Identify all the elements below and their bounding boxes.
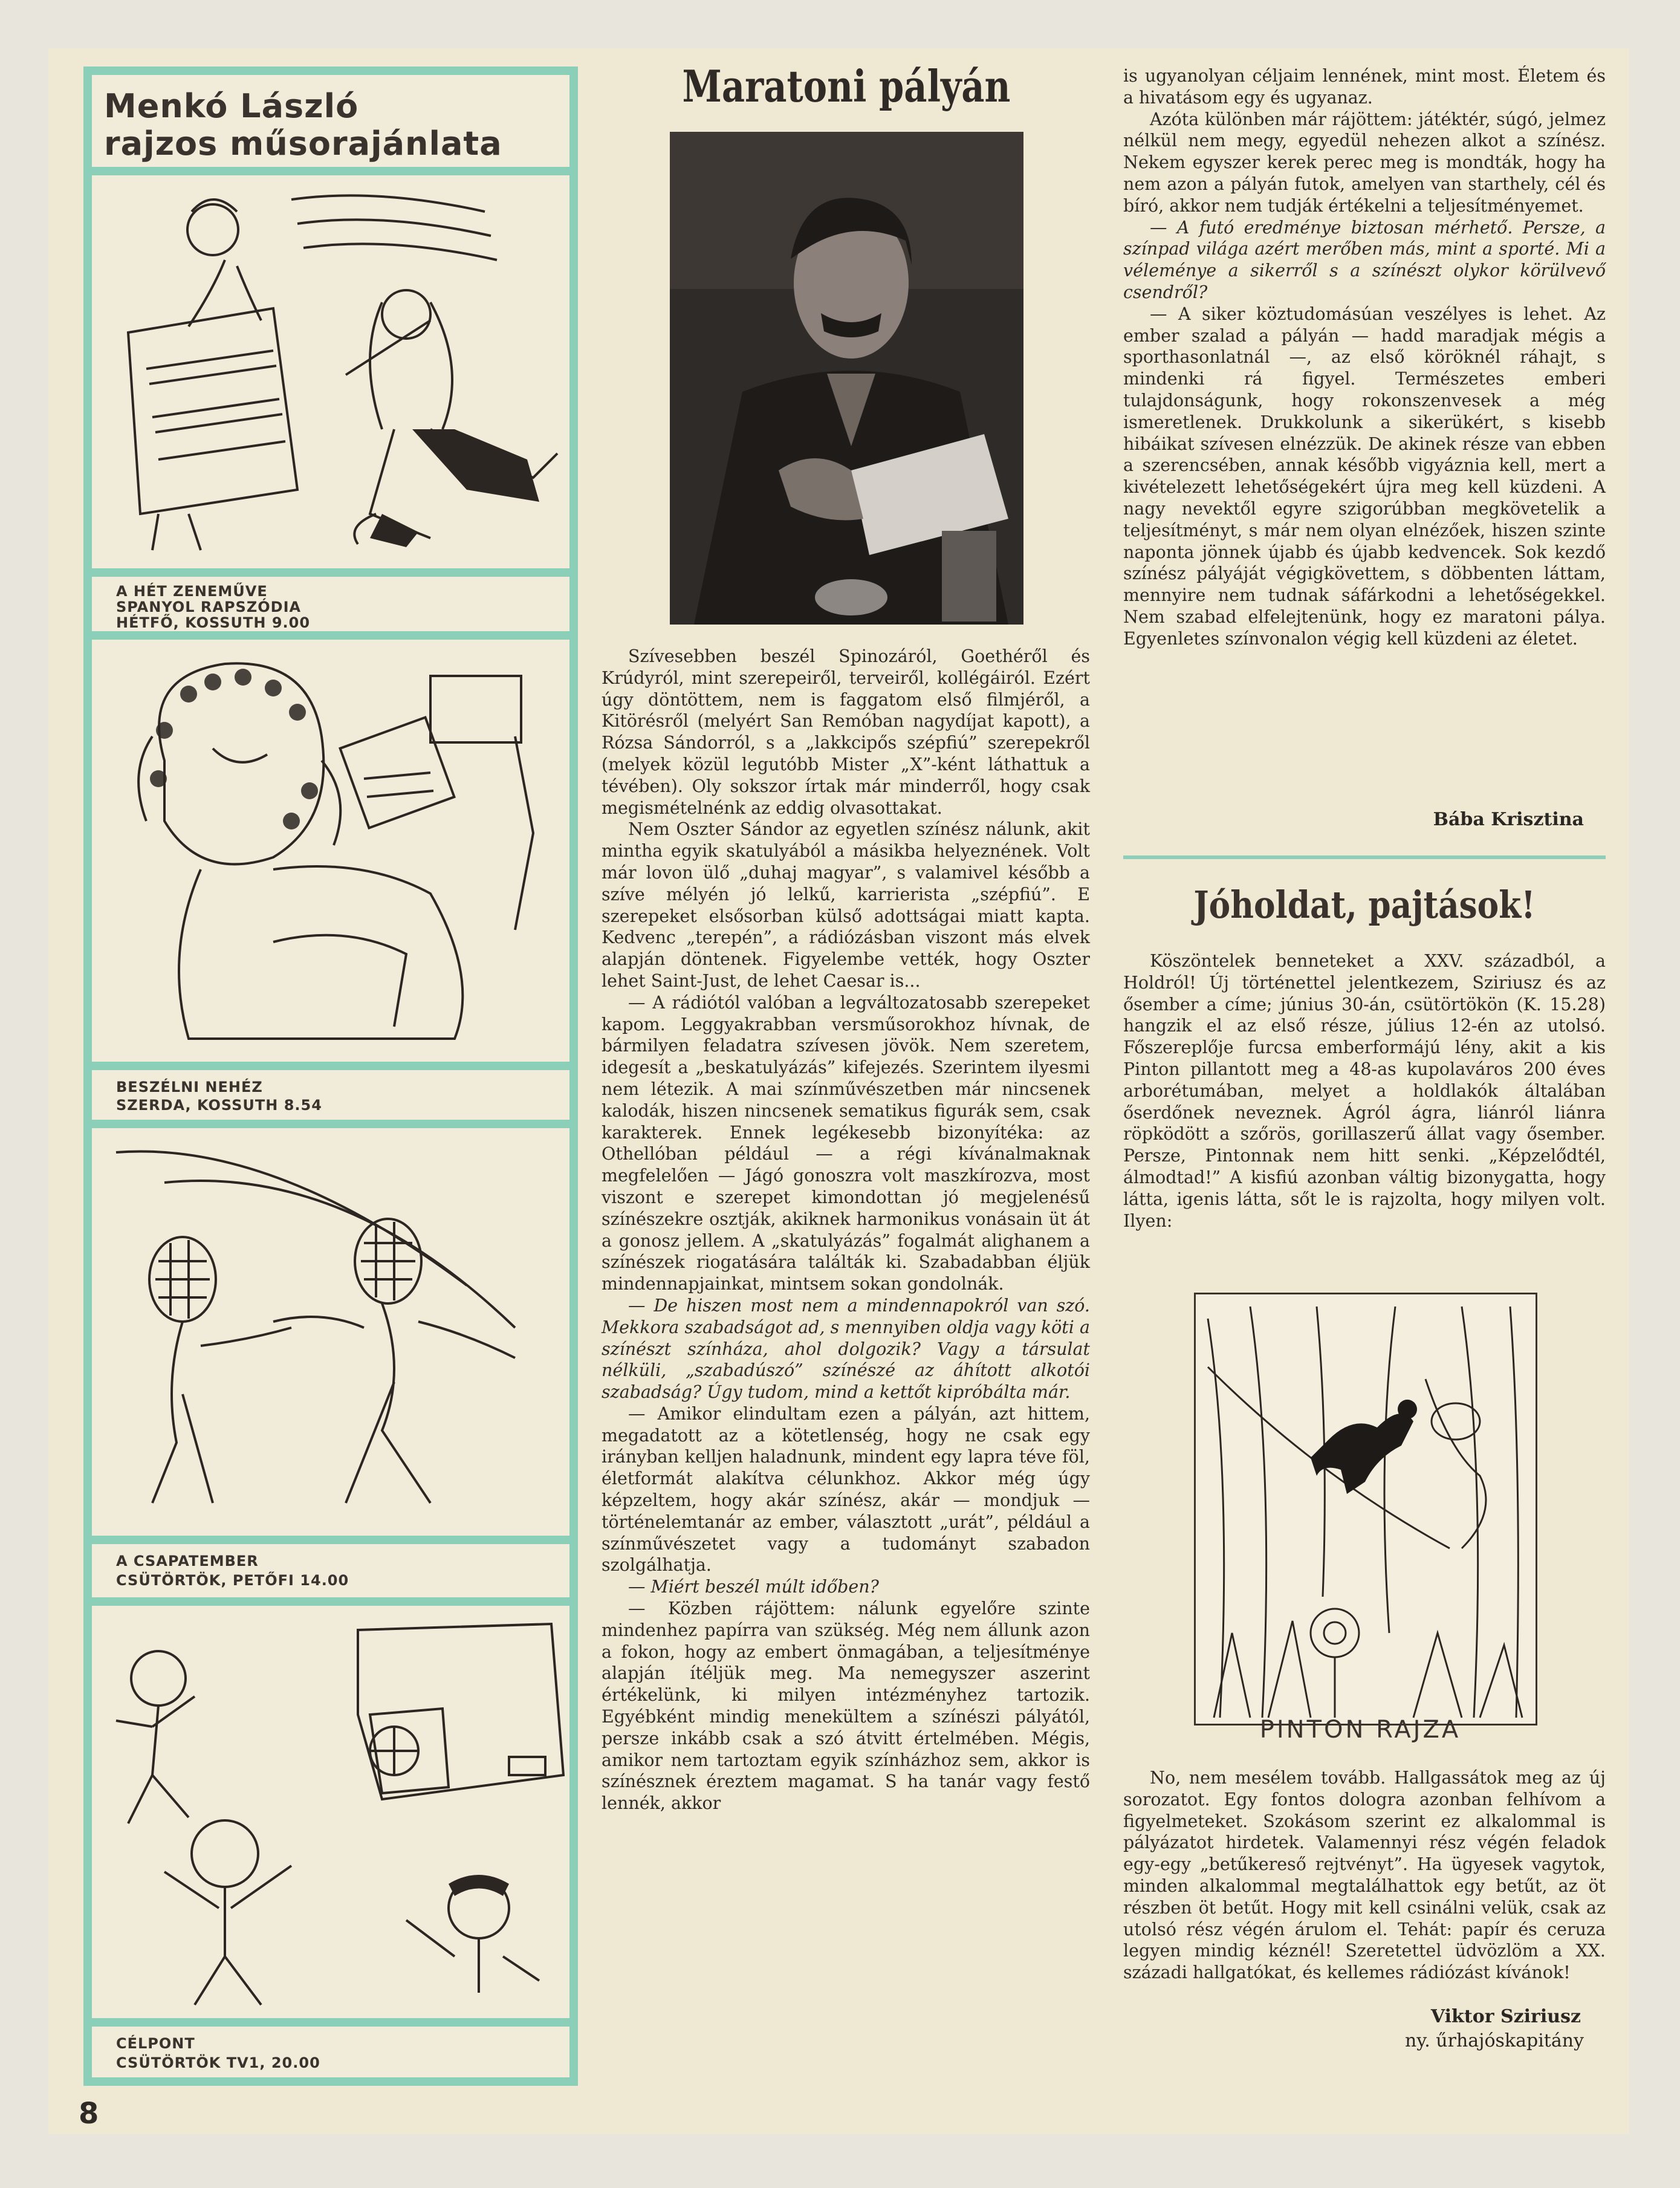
caption-rhapsody-line3: HÉTFŐ, KOSSUTH 9.00: [116, 614, 311, 631]
pinton-drawing: [1194, 1293, 1537, 1725]
kids-article-body-top: [1123, 950, 1606, 1232]
actor-photo: [670, 132, 1023, 625]
page-number: 8: [79, 2097, 99, 2131]
caption-speaking: [92, 1070, 569, 1120]
cartoon-speaking-drawing: [92, 640, 569, 1062]
article-author: Bába Krisztina: [1433, 809, 1584, 830]
strip-header-line1: Menkó László: [104, 87, 359, 125]
caption-target: [92, 2027, 569, 2077]
cartoon-teamplayer: [92, 1128, 569, 1536]
strip-header: [92, 75, 569, 167]
kids-article-author-title: ny. űrhajóskapitány: [1404, 2030, 1584, 2051]
section-divider: [1123, 855, 1606, 859]
article-paragraph: Szívesebben beszél Spinozáról, Goethéről és Krúdyról, mint szerepeiről, terveiről, kollégáiról. Ezért úgy döntöttem, nem is faggatom első filmjéről, a Kitörésről (melyért San Remóban nagydíjat kapott), a Rózsa Sándorról, s a „lakkcipős szépfiú” szerepekről (melyek közül legutóbb Mister „X”-ként láthattuk a tévében). Oly sokszor írtak már minderről, hogy csak megismételnénk az eddig olvasottakat.: [602, 646, 1090, 818]
article-paragraph: — A rádiótól valóban a legváltozatosabb szerepeket kapom. Leggyakrabban versműsorokhoz hívnak, de bármilyen feladatra szívesen jövök. Nem szeretem, idegesít a „beskatulyázás” kifejezés. Szerintem ilyesmi nem létezik. A mai színművészetben már nincsenek kalodák, hiszen nincsenek sematikus figurák sem, csak karakterek. Ennek legékesebb bizonyítéka: az Othellóban például — a régi kívánalmaknak megfelelően — Jágó gonoszra volt maszkírozva, most viszont e szerepet kimondottan jó megjelenésű színészekre osztják, akiknek harmonikus vonásain üt át a gonosz jellem. A „skatulyázás” fogalmát alighanem a színészek riogatására találták ki. Szabadabban éljük mindennapjainkat, mintsem sokan gondolnák.: [602, 992, 1090, 1294]
article-body-right: [1123, 65, 1606, 650]
pinton-drawing-image: [1196, 1294, 1536, 1724]
caption-speaking-line2: SZERDA, KOSSUTH 8.54: [116, 1097, 322, 1114]
kids-article-title: Jóholdat, pajtások!: [1193, 883, 1536, 927]
cartoon-target: [92, 1606, 569, 2018]
drawing-caption: PINTON RAJZA: [1259, 1716, 1461, 1744]
kids-article-body-bottom: [1123, 1767, 1606, 1984]
kids-article-author: Viktor Sziriusz: [1430, 2006, 1581, 2027]
article-body-middle: [602, 646, 1090, 1814]
caption-speaking-line1: BESZÉLNI NEHÉZ: [116, 1079, 263, 1096]
strip-header-line2: rajzos műsorajánlata: [104, 125, 502, 163]
article-title: Maratoni pályán: [682, 60, 1011, 112]
cartoon-target-drawing: [92, 1606, 569, 2018]
article-paragraph: — Amikor elindultam ezen a pályán, azt hittem, megadatott az a kötetlenség, hogy ne csak egy irányban kelljen haladnunk, mindent egy lapra téve föl, életformát alakítva célunkhoz. Akkor még úgy képzeltem, hogy akár színész, akár — mondjuk — történelemtanár az ember, választott „urát”, például a színművészetet vagy a tudományt szabadon szolgálhatja.: [602, 1403, 1090, 1576]
caption-target-line2: CSÜTÖRTÖK TV1, 20.00: [116, 2054, 320, 2071]
cartoon-rhapsody: [92, 175, 569, 568]
caption-rhapsody-line1: A HÉT ZENEMŰVE: [116, 583, 268, 600]
interview-question: — A futó eredménye biztosan mérhető. Persze, a színpad világa azért merőben más, mint a sporté. Mi a véleménye a sikerről s a színészt olykor körülvevő csendről?: [1123, 217, 1606, 302]
actor-photo-image: [670, 132, 1023, 625]
cartoon-speaking: [92, 640, 569, 1062]
caption-target-line1: CÉLPONT: [116, 2035, 195, 2052]
article-paragraph: Köszöntelek benneteket a XXV. századból, a Holdról! Új történettel jelentkezem, Sziriusz és az ősember a címe; június 30-án, csütörtökön (K. 15.28) hangzik el az első része, július 12-én az utolsó. Főszereplője furcsa emberformájú lény, akit a kis Pinton pillantott meg a 48-as kupolaváros 200 éves arborétumában, melyet a holdlakók általában őserdőnek neveznek. Ágról ágra, liánról liánra röpködött a szőrös, gorillaszerű állat vagy ősember. Persze, Pintonnak nem hitt senki. „Képzelődtél, álmodtad!” A kisfiú azonban váltig bizonygatta, hogy látta, igenis látta, sőt le is rajzolta, hogy milyen volt. Ilyen:: [1123, 951, 1606, 1231]
cartoon-teamplayer-drawing: [92, 1128, 569, 1536]
caption-teamplayer-line2: CSÜTÖRTÖK, PETŐFI 14.00: [116, 1572, 349, 1589]
interview-question: — De hiszen most nem a mindennapokról van szó. Mekkora szabadságot ad, s mennyiben oldja vagy köti a színészt színháza, ahol dolgozik? Vagy a társulat nélküli, „szabadúszó” színészé az áhított alkotói szabadság? Úgy tudom, mind a kettőt kipróbálta már.: [602, 1295, 1090, 1403]
caption-rhapsody-line2: SPANYOL RAPSZÓDIA: [116, 599, 302, 615]
cartoon-rhapsody-drawing: [92, 175, 569, 568]
article-paragraph: — Közben rájöttem: nálunk egyelőre szinte mindenhez papírra van szükség. Még nem állunk azon a fokon, hogy az embert önmagában, a teljesítménye alapján ítéljük meg. Ma nemegyszer aszerint értékelünk, ki milyen intézményhez tartozik. Egyébként mindig menekültem a színészi pályától, persze inkább csak a szó átvitt értelmében. Mégis, amikor nem tartoztam egyik színházhoz sem, akkor is színésznek éreztem magamat. S ha tanár vagy festő lennék, akkor: [602, 1599, 1090, 1814]
article-paragraph: Nem Oszter Sándor az egyetlen színész nálunk, akit mintha egyik skatulyából a másikba helyeznének. Volt már lovon ülő „duhaj magyar”, s valamivel később a szíve mélyén jó lelkű, karrierista „szépfiú”. E szerepeket elsősorban külső adottságai miatt kapta. Kedvenc „terepén”, a rádiózásban viszont más elvek alapján döntenek. Figyelembe vették, hogy Oszter lehet Saint-Just, de lehet Caesar is...: [602, 819, 1090, 991]
interview-question: — Miért beszél múlt időben?: [628, 1577, 879, 1597]
caption-teamplayer: [92, 1544, 569, 1597]
article-paragraph: No, nem mesélem tovább. Hallgassátok meg az új sorozatot. Egy fontos dologra azonban felhívom a figyelmeteket. Szokásom szerint ez alkalommal is pályázatot hirdetek. Valamennyi rész végén feladok egy-egy „betűkereső rejtvényt”. Ha ügyesek vagytok, minden alkalommal megtalálhattok egy betűt, az öt részben öt betűt. Hogy mit kell csinálni velük, csak az utolsó rész végén árulom el. Tehát: papír és ceruza legyen mindig kéznél! Szeretettel üdvözlöm a XX. századi hallgatókat, és kellemes rádiózást kívánok!: [1123, 1768, 1606, 1983]
article-paragraph: Azóta különben már rájöttem: játéktér, súgó, jelmez nélkül nem megy, egyedül nehezen alkot a színész. Nekem egyszer kerek perec meg is mondták, hogy ha nem azon a pályán futok, amelyen van starthely, cél és bíró, akkor nem tudják értékelni a teljesítményemet.: [1123, 109, 1606, 216]
program-strip: [83, 67, 578, 2086]
caption-rhapsody: [92, 577, 569, 631]
article-paragraph: is ugyanolyan céljaim lennének, mint most. Életem és a hivatásom egy és ugyanaz.: [1123, 66, 1606, 108]
caption-teamplayer-line1: A CSAPATEMBER: [116, 1553, 259, 1570]
article-paragraph: — A siker köztudomásúan veszélyes is lehet. Az ember szalad a pályán — hadd maradjak mégis a sporthasonlatnál —, az első köröknél ráhajt, s mindenki rá figyel. Természetes emberi tulajdonságunk, hogy rokonszenvesek a még ismeretlenek. Drukkolunk a sikerükért, s kisebb hibáikat szívesen elnézzük. De akinek része van ebben a szerencsében, annak később vigyáznia kell, mert a kivételezett lehetőségekért újra meg kell küzdeni. A nagy nevektől egyre szigorúbban megkövetelik a teljesítményt, s már nem olyan elnézőek, hiszen szinte naponta jönnek újabb és újabb kedvencek. Sok kezdő színész pályáját végigkövettem, s döbbenten láttam, mennyire nem tudnak sáfárkodni a lehetőségekkel. Nem szabad elfelejtenünk, hogy ez maratoni pálya. Egyenletes színvonalon végig kell küzdeni az életet.: [1123, 304, 1606, 649]
